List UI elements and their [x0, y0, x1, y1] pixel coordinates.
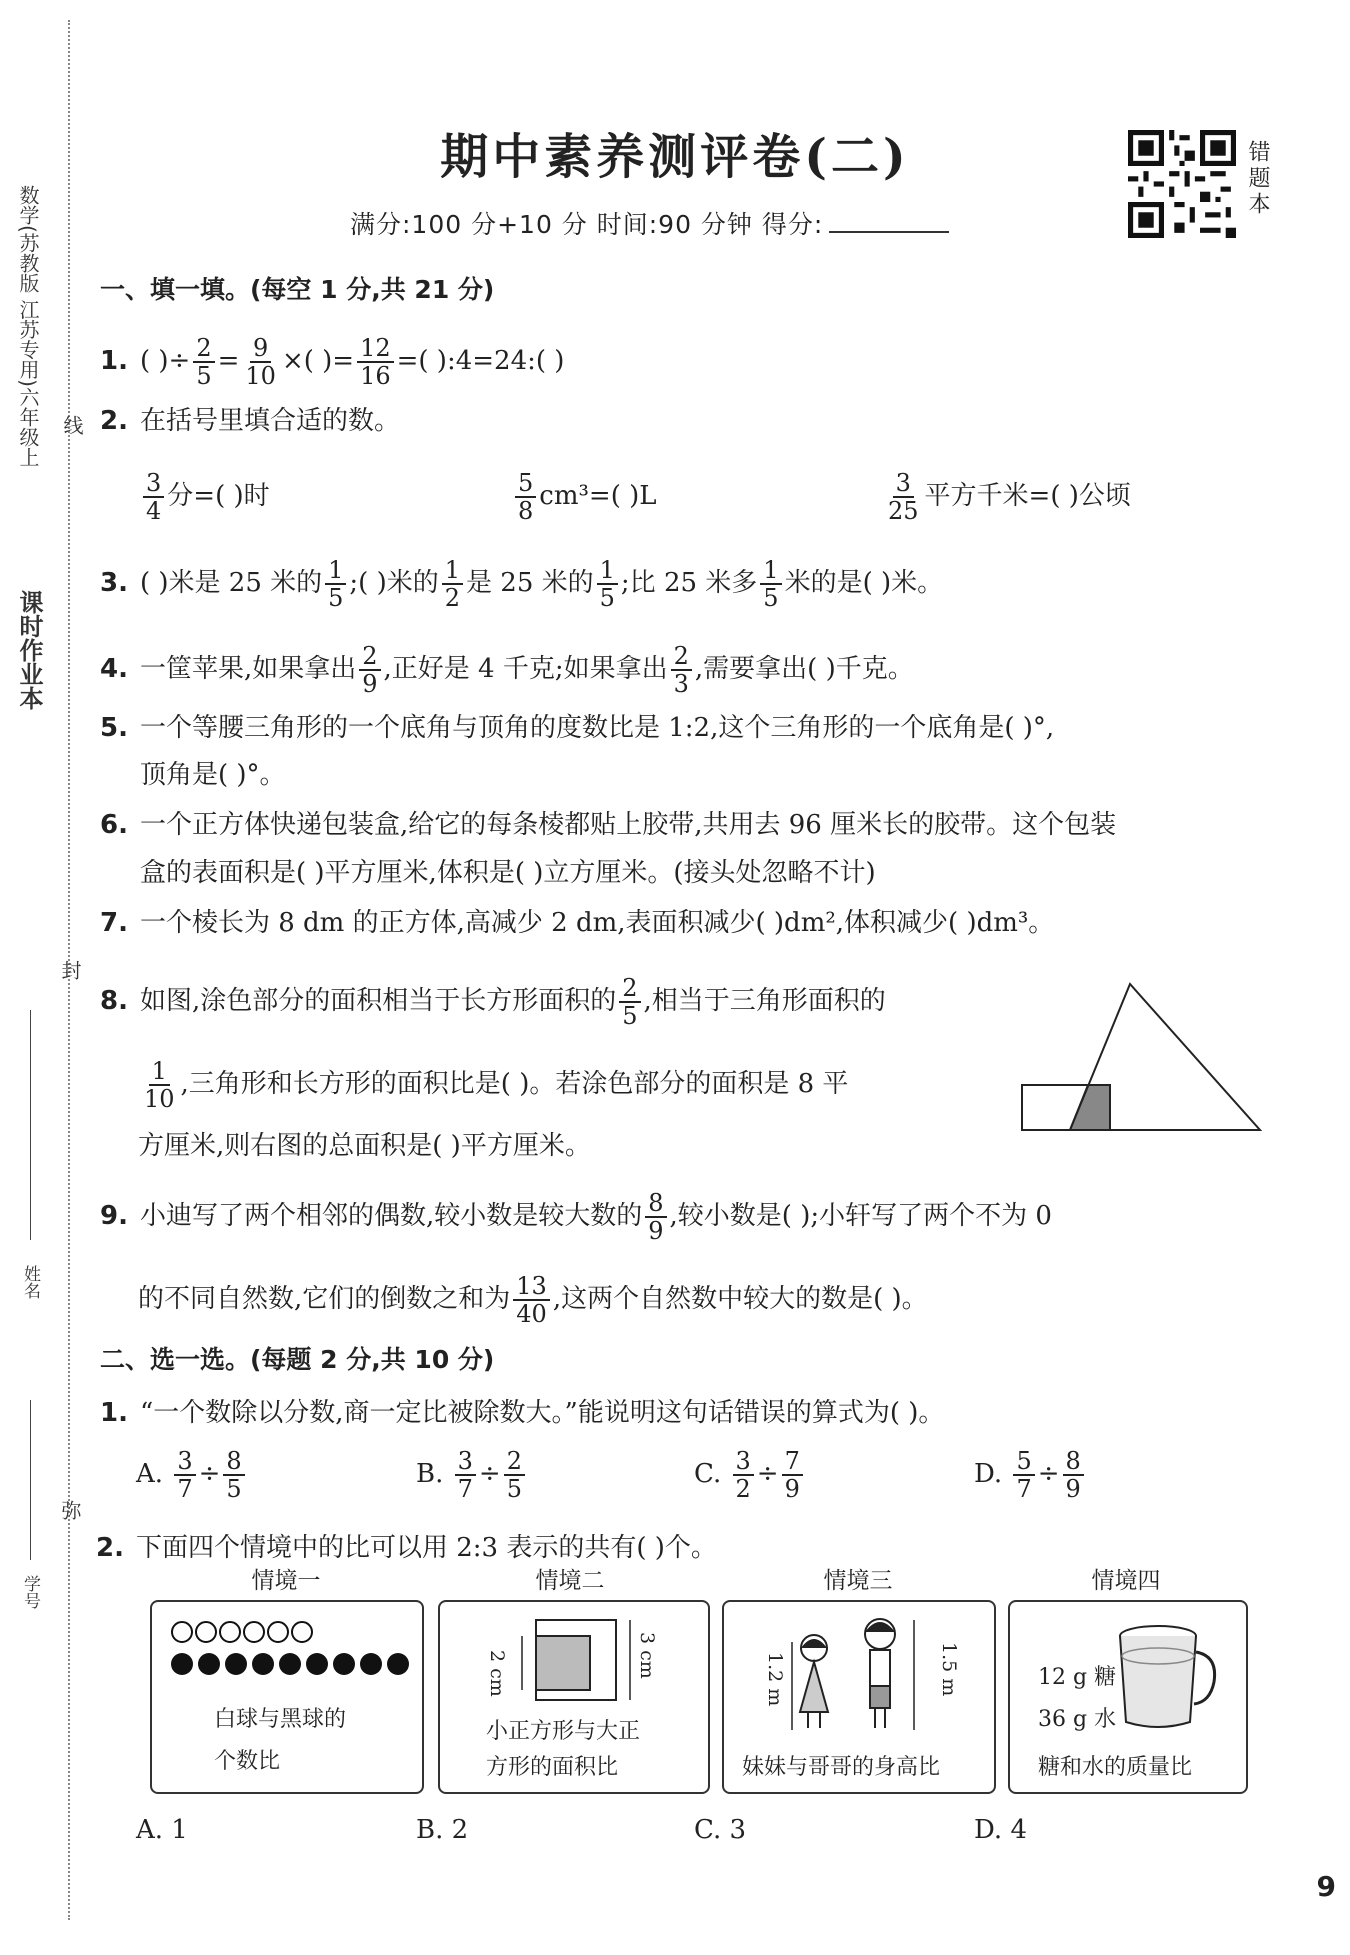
name-field-line[interactable]	[30, 1010, 31, 1240]
question-1-1: 1. ( )÷ $\frac{2}{5}$ = $\frac{9}{10}$ ×( )= $\frac{12}{16}$ =( ):4=24:( )	[100, 334, 565, 390]
number-field-line[interactable]	[30, 1400, 31, 1560]
page-number: 9	[1316, 1870, 1336, 1903]
book-title: 课时作业本	[15, 590, 43, 710]
scenario-2-caption-1: 小正方形与大正	[486, 1719, 641, 1744]
scenario-3-box	[722, 1600, 996, 1794]
score-meta: 满分:100 分+10 分 时间:90 分钟 得分:	[350, 205, 949, 241]
fraction: $\frac{9}{10}$	[245, 334, 276, 390]
small-square-side-label: 2 cm	[486, 1650, 508, 1697]
cup-icon	[1114, 1622, 1224, 1734]
scenario-2-box	[438, 1600, 710, 1794]
scenario-2-title: 情境二	[535, 1568, 605, 1594]
large-square-side-label: 3 cm	[636, 1632, 658, 1679]
answer-d[interactable]: D. 4	[974, 1815, 1027, 1845]
scenario-3-caption: 妹妹与哥哥的身高比	[742, 1755, 941, 1780]
section-1-heading: 一、填一填。(每空 1 分,共 21 分)	[100, 275, 495, 304]
scenario-1-title: 情境一	[251, 1568, 321, 1594]
question-1-2-part-1: $\frac{3}{4}$ 分=( )时	[140, 470, 270, 524]
boy-height-label: 1.5 m	[938, 1642, 960, 1697]
page-title: 期中素养测评卷(二)	[440, 129, 910, 185]
children-figure	[784, 1612, 944, 1737]
option-d[interactable]: D. $\frac{5}{7}$ ÷ $\frac{8}{9}$	[974, 1448, 1087, 1502]
option-b[interactable]: B. $\frac{3}{7}$ ÷ $\frac{2}{5}$	[416, 1448, 528, 1502]
book-edition: 数学(苏教版 江苏专用)六年级上	[16, 185, 40, 467]
question-1-2-part-3: $\frac{3}{25}$ 平方千米=( )公顷	[888, 469, 1131, 525]
scenario-1-caption-2: 个数比	[214, 1749, 281, 1774]
question-1-9: 9. 小迪写了两个相邻的偶数,较小数是较大数的 $\frac{8}{9}$ ,较小数是( );小轩写了两个不为 0	[100, 1189, 1052, 1245]
scenario-2-caption-2: 方形的面积比	[486, 1755, 619, 1780]
question-1-7: 7. 一个棱长为 8 dm 的正方体,高减少 2 dm,表面积减少( )dm²,体积减少( )dm³。	[100, 908, 1055, 938]
question-2-1: 1. “一个数除以分数,商一定比被除数大。”能说明这句话错误的算式为( )。	[100, 1398, 945, 1428]
scenario-1-caption-1: 白球与黑球的	[214, 1707, 347, 1732]
fold-mark-xian: 线	[60, 415, 84, 435]
triangle-rectangle-figure	[1018, 980, 1270, 1140]
fraction: $\frac{12}{16}$	[357, 335, 394, 389]
number-field-label: 学号	[20, 1575, 40, 1609]
qr-label: 错题本	[1245, 140, 1270, 218]
question-1-8-line-2: $\frac{1}{10}$ ,三角形和长方形的面积比是( )。若涂色部分的面积是 8 平	[144, 1057, 849, 1113]
name-field-label: 姓名	[20, 1265, 40, 1299]
question-1-2-part-2: $\frac{5}{8}$ cm³=( )L	[512, 470, 657, 524]
question-2-2: 2. 下面四个情境中的比可以用 2:3 表示的共有( )个。	[96, 1533, 717, 1563]
question-1-3: 3. ( )米是 25 米的 $\frac{1}{5}$ ;( )米的 $\frac{1}{2}$ 是 25 米的 $\frac{1}{5}$ ;比 25 米多 $\frac{1}{5}$ 米的是( )米。	[100, 556, 944, 612]
scenario-4-box	[1008, 1600, 1248, 1794]
option-c[interactable]: C. $\frac{3}{2}$ ÷ $\frac{7}{9}$	[694, 1448, 806, 1502]
scenario-4-title: 情境四	[1091, 1568, 1161, 1594]
section-2-heading: 二、选一选。(每题 2 分,共 10 分)	[100, 1345, 495, 1374]
qr-code[interactable]	[1128, 130, 1236, 238]
scenario-4-caption: 糖和水的质量比	[1038, 1755, 1193, 1780]
sugar-label: 12 g 糖	[1038, 1665, 1117, 1690]
squares-figure	[496, 1616, 656, 1712]
question-1-9-line-2: 的不同自然数,它们的倒数之和为 $\frac{13}{40}$ ,这两个自然数中较大的数是( )。	[138, 1272, 928, 1328]
option-a[interactable]: A. $\frac{3}{7}$ ÷ $\frac{8}{5}$	[136, 1448, 248, 1502]
girl-height-label: 1.2 m	[764, 1652, 786, 1707]
answer-a[interactable]: A. 1	[136, 1815, 188, 1845]
question-1-8: 8. 如图,涂色部分的面积相当于长方形面积的 $\frac{2}{5}$ ,相当于三角形面积的	[100, 974, 886, 1030]
fold-mark-feng: 封	[58, 960, 82, 980]
question-1-4: 4. 一筐苹果,如果拿出 $\frac{2}{9}$ ,正好是 4 千克;如果拿出 $\frac{2}{3}$ ,需要拿出( )千克。	[100, 642, 914, 698]
answer-b[interactable]: B. 2	[416, 1815, 469, 1845]
score-blank[interactable]	[829, 211, 949, 233]
water-label: 36 g 水	[1038, 1707, 1117, 1732]
question-1-6: 6. 一个正方体快递包装盒,给它的每条棱都贴上胶带,共用去 96 厘米长的胶带。这个包装	[100, 810, 1117, 840]
scenario-3-title: 情境三	[823, 1568, 893, 1594]
answer-c[interactable]: C. 3	[694, 1815, 747, 1845]
question-1-5: 5. 一个等腰三角形的一个底角与顶角的度数比是 1:2,这个三角形的一个底角是( )°,	[100, 713, 1055, 743]
question-1-5-line-2: 顶角是( )°。	[140, 760, 286, 790]
fold-mark-mi: 弥	[58, 1500, 82, 1520]
question-1-8-line-3: 方厘米,则右图的总面积是( )平方厘米。	[138, 1131, 591, 1161]
question-1-2: 2. 在括号里填合适的数。	[100, 406, 400, 436]
question-1-6-line-2: 盒的表面积是( )平方厘米,体积是( )立方厘米。(接头处忽略不计)	[140, 858, 876, 888]
scenario-1-box	[150, 1600, 424, 1794]
balls-figure	[170, 1620, 410, 1684]
fraction: $\frac{2}{5}$	[193, 335, 214, 389]
